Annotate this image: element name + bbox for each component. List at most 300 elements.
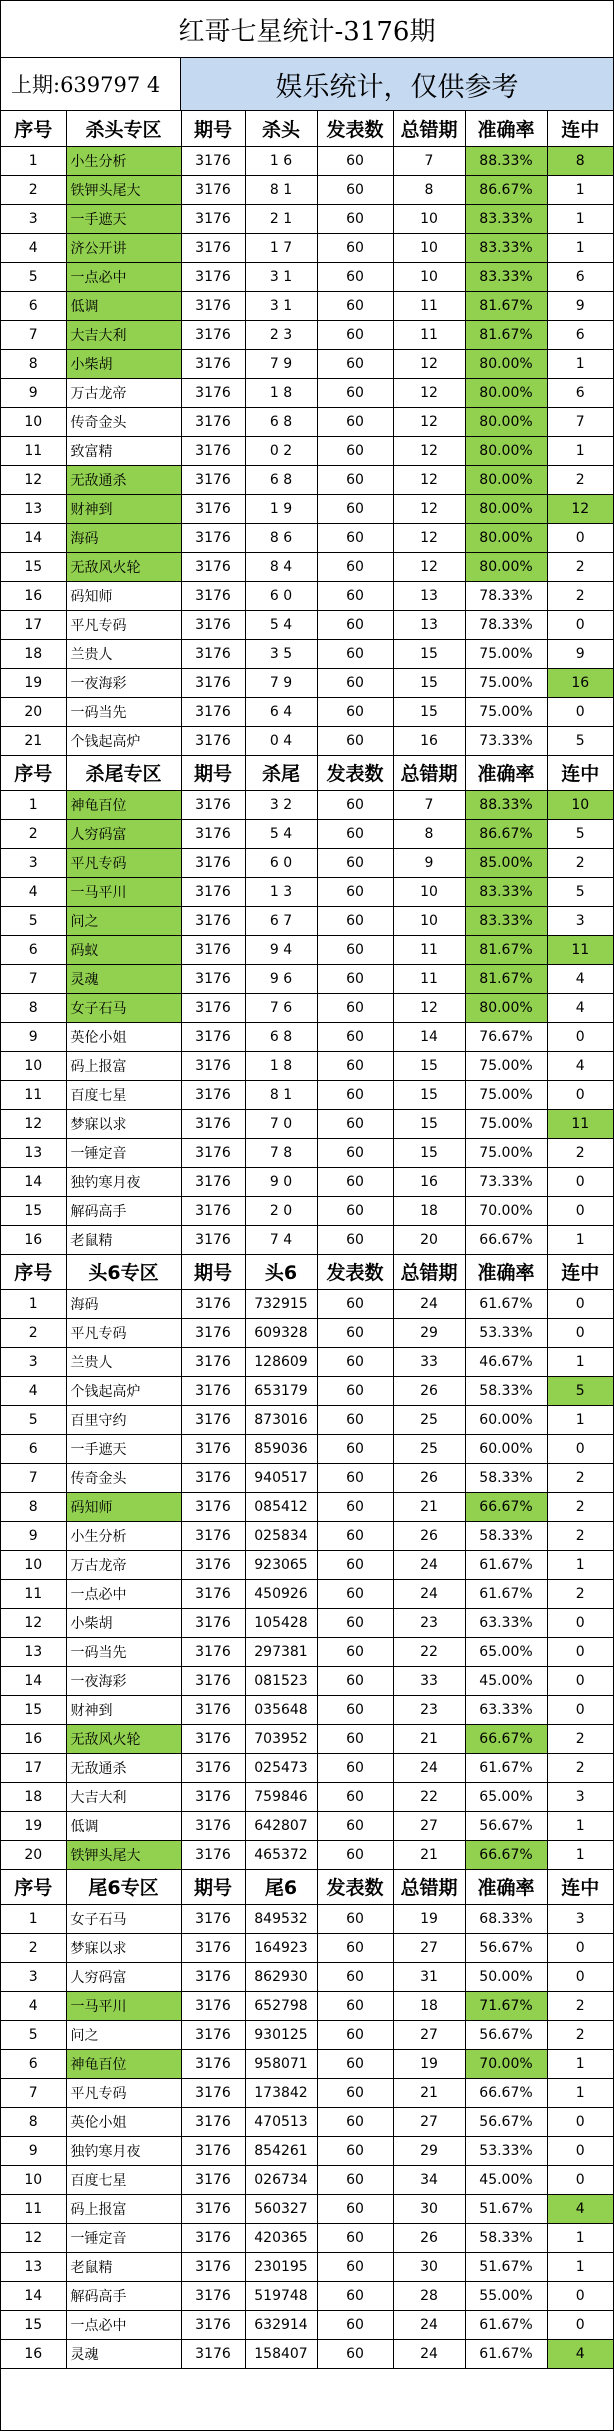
cell-value: 450926 xyxy=(245,1579,317,1608)
table-row xyxy=(1,639,613,668)
cell-name: 一夜海彩 xyxy=(66,668,181,697)
cell-streak: 5 xyxy=(547,1376,613,1405)
header-section: 杀头专区 xyxy=(66,111,181,146)
cell-seq: 4 xyxy=(1,233,66,262)
cell-period: 3176 xyxy=(181,262,245,291)
cell-name: 一马平川 xyxy=(66,1991,181,2020)
cell-streak: 0 xyxy=(547,2136,613,2165)
cell-streak: 0 xyxy=(547,2107,613,2136)
cell-value: 164923 xyxy=(245,1933,317,1962)
cell-value: 420365 xyxy=(245,2223,317,2252)
cell-errors: 18 xyxy=(393,1991,465,2020)
cell-seq: 1 xyxy=(1,146,66,175)
cell-value: 6 8 xyxy=(245,1022,317,1051)
cell-streak: 0 xyxy=(547,1022,613,1051)
cell-errors: 26 xyxy=(393,1463,465,1492)
cell-name: 码蚁 xyxy=(66,935,181,964)
cell-streak: 1 xyxy=(547,1840,613,1869)
cell-seq: 17 xyxy=(1,1753,66,1782)
table-row xyxy=(1,1933,613,1962)
cell-errors: 15 xyxy=(393,697,465,726)
table-row xyxy=(1,2049,613,2078)
cell-seq: 7 xyxy=(1,1463,66,1492)
section-header-row xyxy=(1,1254,613,1289)
cell-seq: 7 xyxy=(1,320,66,349)
cell-value: 519748 xyxy=(245,2281,317,2310)
cell-name: 一码当先 xyxy=(66,1637,181,1666)
cell-accuracy: 81.67% xyxy=(465,935,547,964)
cell-published: 60 xyxy=(317,233,393,262)
cell-value: 3 1 xyxy=(245,291,317,320)
table-row xyxy=(1,175,613,204)
table-row xyxy=(1,1138,613,1167)
cell-period: 3176 xyxy=(181,639,245,668)
cell-seq: 10 xyxy=(1,1550,66,1579)
cell-accuracy: 73.33% xyxy=(465,1167,547,1196)
cell-streak: 1 xyxy=(547,2223,613,2252)
cell-value: 9 0 xyxy=(245,1167,317,1196)
cell-value: 759846 xyxy=(245,1782,317,1811)
cell-name: 老鼠精 xyxy=(66,2252,181,2281)
cell-errors: 7 xyxy=(393,790,465,819)
header-accuracy: 准确率 xyxy=(465,111,547,146)
cell-name: 铁钾头尾大 xyxy=(66,1840,181,1869)
table-row xyxy=(1,1405,613,1434)
cell-published: 60 xyxy=(317,1138,393,1167)
header-value: 杀尾 xyxy=(245,755,317,790)
cell-errors: 23 xyxy=(393,1695,465,1724)
cell-period: 3176 xyxy=(181,1196,245,1225)
cell-name: 传奇金头 xyxy=(66,1463,181,1492)
cell-published: 60 xyxy=(317,1933,393,1962)
cell-value: 653179 xyxy=(245,1376,317,1405)
cell-value: 5 4 xyxy=(245,610,317,639)
cell-published: 60 xyxy=(317,2020,393,2049)
cell-published: 60 xyxy=(317,1550,393,1579)
cell-published: 60 xyxy=(317,2078,393,2107)
header-errors: 总错期 xyxy=(393,1254,465,1289)
cell-errors: 24 xyxy=(393,1579,465,1608)
cell-period: 3176 xyxy=(181,465,245,494)
cell-accuracy: 76.67% xyxy=(465,1022,547,1051)
cell-streak: 1 xyxy=(547,175,613,204)
cell-period: 3176 xyxy=(181,790,245,819)
cell-accuracy: 83.33% xyxy=(465,877,547,906)
header-seq: 序号 xyxy=(1,1869,66,1904)
cell-value: 1 6 xyxy=(245,146,317,175)
cell-period: 3176 xyxy=(181,1138,245,1167)
cell-accuracy: 56.67% xyxy=(465,2107,547,2136)
cell-errors: 15 xyxy=(393,668,465,697)
cell-published: 60 xyxy=(317,552,393,581)
cell-errors: 12 xyxy=(393,993,465,1022)
table-row xyxy=(1,204,613,233)
cell-published: 60 xyxy=(317,2107,393,2136)
cell-accuracy: 85.00% xyxy=(465,848,547,877)
cell-streak: 0 xyxy=(547,1318,613,1347)
cell-seq: 14 xyxy=(1,1666,66,1695)
cell-accuracy: 83.33% xyxy=(465,233,547,262)
cell-accuracy: 61.67% xyxy=(465,1289,547,1318)
cell-errors: 26 xyxy=(393,1521,465,1550)
cell-errors: 12 xyxy=(393,407,465,436)
cell-streak: 0 xyxy=(547,2310,613,2339)
cell-streak: 4 xyxy=(547,1051,613,1080)
cell-streak: 4 xyxy=(547,2194,613,2223)
cell-published: 60 xyxy=(317,1666,393,1695)
cell-errors: 12 xyxy=(393,349,465,378)
table-row xyxy=(1,2020,613,2049)
cell-accuracy: 61.67% xyxy=(465,1753,547,1782)
cell-name: 一手遮天 xyxy=(66,204,181,233)
cell-name: 海码 xyxy=(66,523,181,552)
cell-period: 3176 xyxy=(181,1753,245,1782)
cell-streak: 2 xyxy=(547,581,613,610)
cell-streak: 6 xyxy=(547,320,613,349)
cell-published: 60 xyxy=(317,1724,393,1753)
cell-period: 3176 xyxy=(181,1347,245,1376)
cell-name: 海码 xyxy=(66,1289,181,1318)
cell-seq: 8 xyxy=(1,993,66,1022)
table-row xyxy=(1,964,613,993)
cell-value: 297381 xyxy=(245,1637,317,1666)
cell-published: 60 xyxy=(317,465,393,494)
table-row xyxy=(1,1463,613,1492)
cell-published: 60 xyxy=(317,1196,393,1225)
cell-seq: 6 xyxy=(1,1434,66,1463)
cell-accuracy: 70.00% xyxy=(465,2049,547,2078)
cell-accuracy: 65.00% xyxy=(465,1782,547,1811)
cell-period: 3176 xyxy=(181,964,245,993)
cell-streak: 2 xyxy=(547,1753,613,1782)
header-errors: 总错期 xyxy=(393,755,465,790)
header-errors: 总错期 xyxy=(393,111,465,146)
cell-streak: 0 xyxy=(547,523,613,552)
cell-value: 3 5 xyxy=(245,639,317,668)
cell-accuracy: 46.67% xyxy=(465,1347,547,1376)
cell-errors: 30 xyxy=(393,2252,465,2281)
cell-streak: 12 xyxy=(547,494,613,523)
cell-name: 致富精 xyxy=(66,436,181,465)
table-row xyxy=(1,2310,613,2339)
cell-streak: 2 xyxy=(547,1521,613,1550)
cell-value: 230195 xyxy=(245,2252,317,2281)
cell-errors: 26 xyxy=(393,1376,465,1405)
cell-period: 3176 xyxy=(181,1225,245,1254)
header-published: 发表数 xyxy=(317,755,393,790)
cell-period: 3176 xyxy=(181,993,245,1022)
cell-period: 3176 xyxy=(181,2194,245,2223)
cell-name: 平凡专码 xyxy=(66,848,181,877)
cell-published: 60 xyxy=(317,2136,393,2165)
cell-value: 930125 xyxy=(245,2020,317,2049)
cell-seq: 10 xyxy=(1,2165,66,2194)
cell-seq: 12 xyxy=(1,1109,66,1138)
cell-name: 独钓寒月夜 xyxy=(66,1167,181,1196)
cell-streak: 1 xyxy=(547,1347,613,1376)
cell-seq: 14 xyxy=(1,2281,66,2310)
cell-errors: 22 xyxy=(393,1782,465,1811)
table-row xyxy=(1,552,613,581)
header-streak: 连中 xyxy=(547,1869,613,1904)
table-row xyxy=(1,436,613,465)
cell-seq: 12 xyxy=(1,2223,66,2252)
cell-seq: 1 xyxy=(1,1289,66,1318)
cell-streak: 5 xyxy=(547,726,613,755)
cell-name: 兰贵人 xyxy=(66,1347,181,1376)
cell-accuracy: 80.00% xyxy=(465,436,547,465)
cell-accuracy: 61.67% xyxy=(465,1579,547,1608)
cell-published: 60 xyxy=(317,291,393,320)
cell-streak: 2 xyxy=(547,1138,613,1167)
cell-streak: 0 xyxy=(547,1289,613,1318)
cell-period: 3176 xyxy=(181,697,245,726)
cell-name: 低调 xyxy=(66,291,181,320)
cell-published: 60 xyxy=(317,407,393,436)
cell-published: 60 xyxy=(317,1521,393,1550)
cell-period: 3176 xyxy=(181,1962,245,1991)
header-published: 发表数 xyxy=(317,1869,393,1904)
cell-seq: 11 xyxy=(1,436,66,465)
cell-name: 码知师 xyxy=(66,581,181,610)
cell-accuracy: 75.00% xyxy=(465,668,547,697)
cell-accuracy: 78.33% xyxy=(465,610,547,639)
cell-published: 60 xyxy=(317,1492,393,1521)
cell-period: 3176 xyxy=(181,1666,245,1695)
cell-errors: 20 xyxy=(393,1225,465,1254)
table-row xyxy=(1,2078,613,2107)
cell-value: 609328 xyxy=(245,1318,317,1347)
cell-streak: 10 xyxy=(547,790,613,819)
cell-name: 财神到 xyxy=(66,1695,181,1724)
table-row xyxy=(1,2252,613,2281)
cell-seq: 12 xyxy=(1,465,66,494)
cell-accuracy: 65.00% xyxy=(465,1637,547,1666)
cell-streak: 9 xyxy=(547,291,613,320)
cell-errors: 31 xyxy=(393,1962,465,1991)
cell-streak: 5 xyxy=(547,877,613,906)
cell-streak: 9 xyxy=(547,639,613,668)
table-row xyxy=(1,1811,613,1840)
cell-value: 923065 xyxy=(245,1550,317,1579)
cell-published: 60 xyxy=(317,639,393,668)
cell-value: 3 1 xyxy=(245,262,317,291)
cell-period: 3176 xyxy=(181,291,245,320)
cell-published: 60 xyxy=(317,906,393,935)
table-row xyxy=(1,1962,613,1991)
cell-accuracy: 58.33% xyxy=(465,1376,547,1405)
cell-period: 3176 xyxy=(181,1904,245,1933)
cell-value: 128609 xyxy=(245,1347,317,1376)
table-row xyxy=(1,1695,613,1724)
table-row xyxy=(1,668,613,697)
cell-accuracy: 51.67% xyxy=(465,2252,547,2281)
cell-period: 3176 xyxy=(181,1550,245,1579)
cell-period: 3176 xyxy=(181,2136,245,2165)
table-row xyxy=(1,494,613,523)
cell-name: 百度七星 xyxy=(66,1080,181,1109)
cell-period: 3176 xyxy=(181,581,245,610)
cell-published: 60 xyxy=(317,1405,393,1434)
cell-errors: 12 xyxy=(393,494,465,523)
cell-accuracy: 56.67% xyxy=(465,1811,547,1840)
cell-accuracy: 81.67% xyxy=(465,291,547,320)
cell-period: 3176 xyxy=(181,2281,245,2310)
cell-name: 人穷码富 xyxy=(66,1962,181,1991)
cell-seq: 6 xyxy=(1,291,66,320)
cell-accuracy: 88.33% xyxy=(465,790,547,819)
cell-value: 035648 xyxy=(245,1695,317,1724)
cell-streak: 2 xyxy=(547,2020,613,2049)
cell-errors: 12 xyxy=(393,436,465,465)
cell-name: 小柴胡 xyxy=(66,1608,181,1637)
cell-name: 一夜海彩 xyxy=(66,1666,181,1695)
cell-period: 3176 xyxy=(181,1695,245,1724)
cell-accuracy: 83.33% xyxy=(465,906,547,935)
cell-value: 6 0 xyxy=(245,581,317,610)
cell-accuracy: 63.33% xyxy=(465,1608,547,1637)
cell-errors: 21 xyxy=(393,1840,465,1869)
header-errors: 总错期 xyxy=(393,1869,465,1904)
cell-period: 3176 xyxy=(181,1637,245,1666)
cell-published: 60 xyxy=(317,1782,393,1811)
cell-published: 60 xyxy=(317,726,393,755)
cell-value: 081523 xyxy=(245,1666,317,1695)
cell-period: 3176 xyxy=(181,1318,245,1347)
cell-seq: 13 xyxy=(1,1138,66,1167)
table-row xyxy=(1,848,613,877)
cell-value: 6 0 xyxy=(245,848,317,877)
cell-published: 60 xyxy=(317,848,393,877)
table-row xyxy=(1,1225,613,1254)
cell-published: 60 xyxy=(317,610,393,639)
table-row xyxy=(1,993,613,1022)
table-row xyxy=(1,320,613,349)
cell-seq: 2 xyxy=(1,175,66,204)
cell-accuracy: 60.00% xyxy=(465,1405,547,1434)
cell-period: 3176 xyxy=(181,1109,245,1138)
cell-errors: 33 xyxy=(393,1666,465,1695)
cell-streak: 2 xyxy=(547,1724,613,1753)
cell-period: 3176 xyxy=(181,1933,245,1962)
cell-value: 642807 xyxy=(245,1811,317,1840)
cell-name: 英伦小姐 xyxy=(66,1022,181,1051)
cell-accuracy: 86.67% xyxy=(465,819,547,848)
cell-name: 小生分析 xyxy=(66,146,181,175)
cell-published: 60 xyxy=(317,668,393,697)
cell-streak: 0 xyxy=(547,1434,613,1463)
cell-name: 个钱起高炉 xyxy=(66,726,181,755)
table-row xyxy=(1,2136,613,2165)
cell-period: 3176 xyxy=(181,2252,245,2281)
cell-period: 3176 xyxy=(181,877,245,906)
cell-accuracy: 75.00% xyxy=(465,697,547,726)
cell-period: 3176 xyxy=(181,726,245,755)
cell-accuracy: 71.67% xyxy=(465,1991,547,2020)
cell-seq: 11 xyxy=(1,1080,66,1109)
cell-errors: 27 xyxy=(393,2020,465,2049)
header-period: 期号 xyxy=(181,1869,245,1904)
table-row xyxy=(1,523,613,552)
cell-accuracy: 45.00% xyxy=(465,2165,547,2194)
cell-streak: 0 xyxy=(547,1666,613,1695)
table-row xyxy=(1,1289,613,1318)
cell-accuracy: 58.33% xyxy=(465,2223,547,2252)
cell-seq: 8 xyxy=(1,349,66,378)
cell-published: 60 xyxy=(317,581,393,610)
table-row xyxy=(1,1051,613,1080)
cell-name: 灵魂 xyxy=(66,964,181,993)
cell-accuracy: 66.67% xyxy=(465,1492,547,1521)
section-header-row xyxy=(1,111,613,146)
table-row xyxy=(1,2223,613,2252)
cell-accuracy: 86.67% xyxy=(465,175,547,204)
cell-seq: 6 xyxy=(1,935,66,964)
cell-published: 60 xyxy=(317,1167,393,1196)
cell-period: 3176 xyxy=(181,1811,245,1840)
cell-streak: 2 xyxy=(547,1579,613,1608)
cell-seq: 3 xyxy=(1,848,66,877)
cell-period: 3176 xyxy=(181,1405,245,1434)
cell-name: 梦寐以求 xyxy=(66,1933,181,1962)
cell-period: 3176 xyxy=(181,1840,245,1869)
cell-published: 60 xyxy=(317,2339,393,2368)
cell-errors: 19 xyxy=(393,1904,465,1933)
cell-period: 3176 xyxy=(181,523,245,552)
table-row xyxy=(1,1347,613,1376)
cell-errors: 26 xyxy=(393,2223,465,2252)
cell-errors: 12 xyxy=(393,552,465,581)
table-row xyxy=(1,1991,613,2020)
cell-accuracy: 66.67% xyxy=(465,2078,547,2107)
cell-accuracy: 80.00% xyxy=(465,407,547,436)
cell-accuracy: 80.00% xyxy=(465,523,547,552)
cell-value: 6 4 xyxy=(245,697,317,726)
cell-accuracy: 73.33% xyxy=(465,726,547,755)
cell-streak: 0 xyxy=(547,1962,613,1991)
cell-name: 小柴胡 xyxy=(66,349,181,378)
cell-streak: 3 xyxy=(547,1782,613,1811)
cell-published: 60 xyxy=(317,378,393,407)
cell-published: 60 xyxy=(317,1811,393,1840)
cell-streak: 0 xyxy=(547,1167,613,1196)
cell-streak: 1 xyxy=(547,2049,613,2078)
cell-accuracy: 80.00% xyxy=(465,552,547,581)
cell-value: 6 8 xyxy=(245,465,317,494)
cell-errors: 11 xyxy=(393,935,465,964)
cell-name: 平凡专码 xyxy=(66,1318,181,1347)
cell-streak: 2 xyxy=(547,552,613,581)
cell-accuracy: 58.33% xyxy=(465,1521,547,1550)
cell-streak: 3 xyxy=(547,906,613,935)
cell-published: 60 xyxy=(317,935,393,964)
cell-seq: 15 xyxy=(1,552,66,581)
table-row xyxy=(1,2107,613,2136)
cell-name: 女子石马 xyxy=(66,1904,181,1933)
cell-errors: 25 xyxy=(393,1434,465,1463)
cell-period: 3176 xyxy=(181,1492,245,1521)
cell-value: 158407 xyxy=(245,2339,317,2368)
table-row xyxy=(1,1109,613,1138)
cell-name: 老鼠精 xyxy=(66,1225,181,1254)
header-accuracy: 准确率 xyxy=(465,1869,547,1904)
cell-published: 60 xyxy=(317,146,393,175)
cell-period: 3176 xyxy=(181,1724,245,1753)
table-row xyxy=(1,1550,613,1579)
cell-value: 560327 xyxy=(245,2194,317,2223)
cell-value: 3 2 xyxy=(245,790,317,819)
cell-seq: 15 xyxy=(1,1196,66,1225)
